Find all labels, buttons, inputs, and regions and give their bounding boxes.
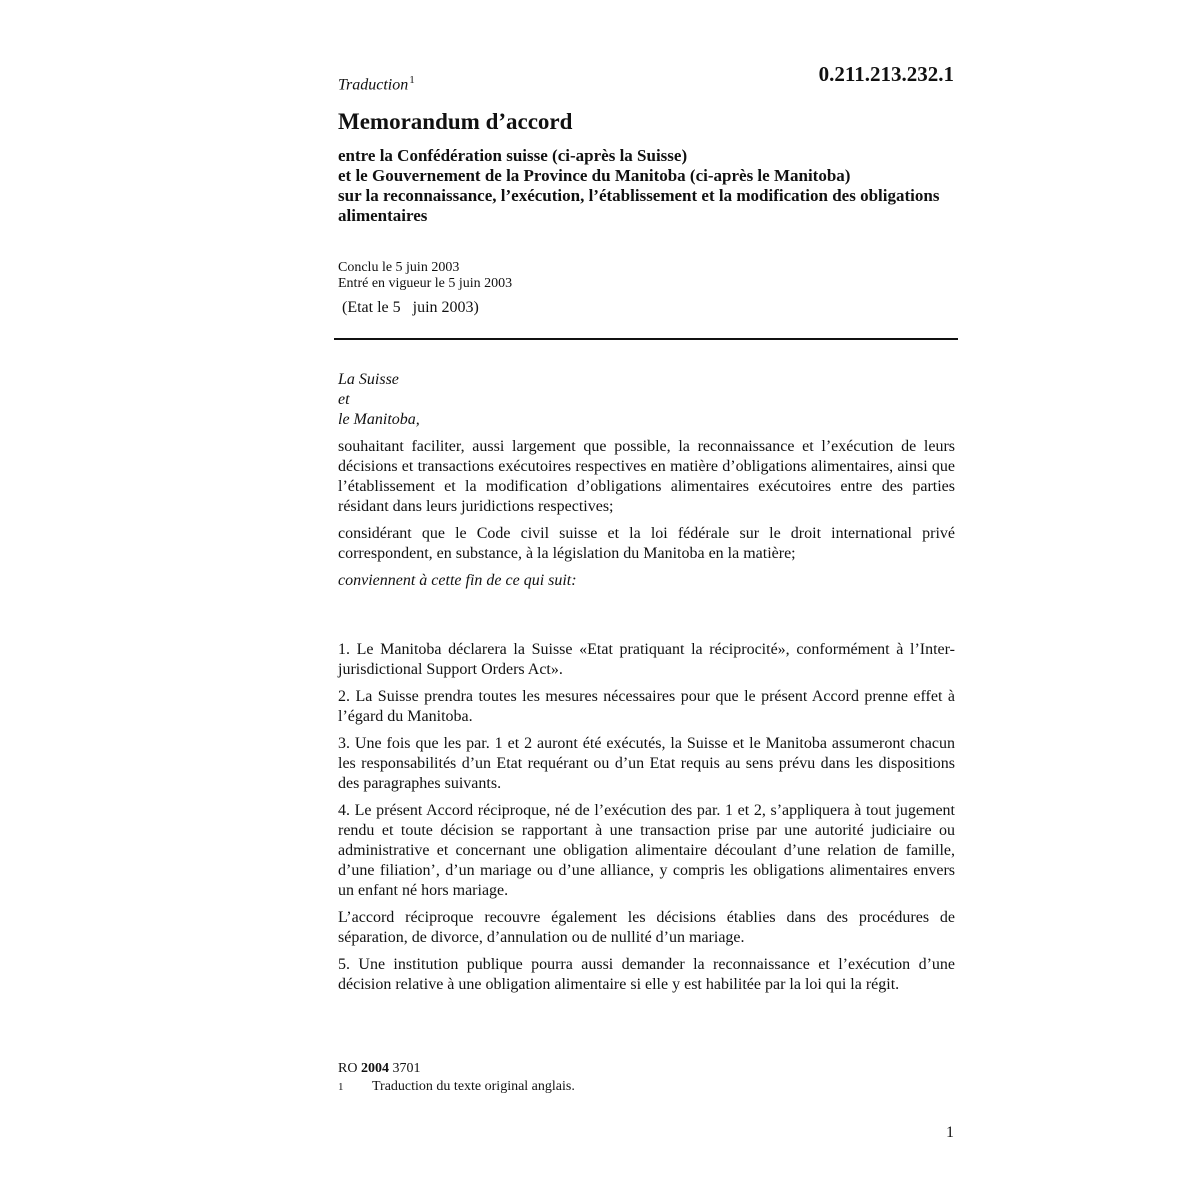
footnote-text: Traduction du texte original anglais. <box>372 1079 575 1094</box>
translation-label <box>338 74 415 94</box>
preamble-paragraph: souhaitant faciliter, aussi largement que possible, la reconnaissance et l’exécution de leurs décisions et transactions exécutoires respectives en matière d’obligations alimentaires, ainsi que l’établissement et la modification d’obligations alimentaires exécutoires entre des parties résidant dans leurs juridictions respectives; <box>338 438 955 515</box>
party-line: La Suisse <box>338 371 399 388</box>
footnote-mark: 1 <box>409 74 415 86</box>
paragraph-4: 4. Le présent Accord réciproque, né de l’exécution des par. 1 et 2, s’appliquera à tout jugement rendu et toute décision se rapportant à une transaction prise par une autorité judiciaire ou administrative et concernant une obligation alimentaire découlant d’une relation de famille, d’une filiation’, d’un mariage ou d’une alliance, y compris les obligations alimentaires envers un enfant né hors mariage. <box>338 802 955 899</box>
subtitle-line: sur la reconnaissance, l’exécution, l’établissement et la modification des obligations alimentaires <box>338 186 940 225</box>
preamble-paragraph: considérant que le Code civil suisse et la loi fédérale sur le droit international privé correspondent, en substance, à la législation du Manitoba en la matière; <box>338 525 955 562</box>
translation-text: Traduction <box>338 76 409 94</box>
paragraph-2: 2. La Suisse prendra toutes les mesures nécessaires pour que le présent Accord prenne effet à l’égard du Manitoba. <box>338 688 955 725</box>
ro-year: 2004 <box>360 1061 389 1076</box>
footnote <box>338 1078 575 1096</box>
page-title: Memorandum d’accord <box>338 109 573 134</box>
subtitle <box>338 146 958 226</box>
page-number: 1 <box>946 1124 954 1141</box>
footer <box>338 1060 575 1096</box>
document-body <box>338 437 955 1002</box>
in-force-date: Entré en vigueur le 5 juin 2003 <box>338 276 513 291</box>
document-code: 0.211.213.232.1 <box>818 62 954 86</box>
dates-block <box>338 260 512 292</box>
paragraph-3: 3. Une fois que les par. 1 et 2 auront été exécutés, la Suisse et le Manitoba assumeront chacun les responsabilités d’un Etat requérant ou d’un Etat requis au sens prévu dans les dispositions des paragraphes suivants. <box>338 735 955 792</box>
agreement-line: conviennent à cette fin de ce qui suit: <box>338 572 577 589</box>
parties-block <box>338 370 420 430</box>
subtitle-line: entre la Confédération suisse (ci-après la Suisse) <box>338 146 688 165</box>
paragraph-4-continued: L’accord réciproque recouvre également les décisions établies dans des procédures de séparation, de divorce, d’annulation ou de nullité d’un mariage. <box>338 909 955 946</box>
footnote-number: 1 <box>338 1081 344 1093</box>
paragraph-5: 5. Une institution publique pourra aussi demander la reconnaissance et l’exécution d’une décision relative à une obligation alimentaire si elle y est habilitée par la loi qui la régit. <box>338 956 955 993</box>
spacer <box>338 598 955 640</box>
party-line: le Manitoba, <box>338 411 420 428</box>
state-date: (Etat le 5 juin 2003) <box>342 299 479 316</box>
concluded-date: Conclu le 5 juin 2003 <box>338 260 460 275</box>
ro-reference <box>338 1060 575 1078</box>
ro-prefix: RO <box>338 1061 358 1076</box>
divider <box>334 338 958 340</box>
party-line: et <box>338 391 350 408</box>
subtitle-line: et le Gouvernement de la Province du Manitoba (ci-après le Manitoba) <box>338 166 851 185</box>
ro-page: 3701 <box>392 1061 421 1076</box>
paragraph-1: 1. Le Manitoba déclarera la Suisse «Etat pratiquant la réciprocité», conformément à l’Inter-jurisdictional Support Orders Act». <box>338 641 955 678</box>
